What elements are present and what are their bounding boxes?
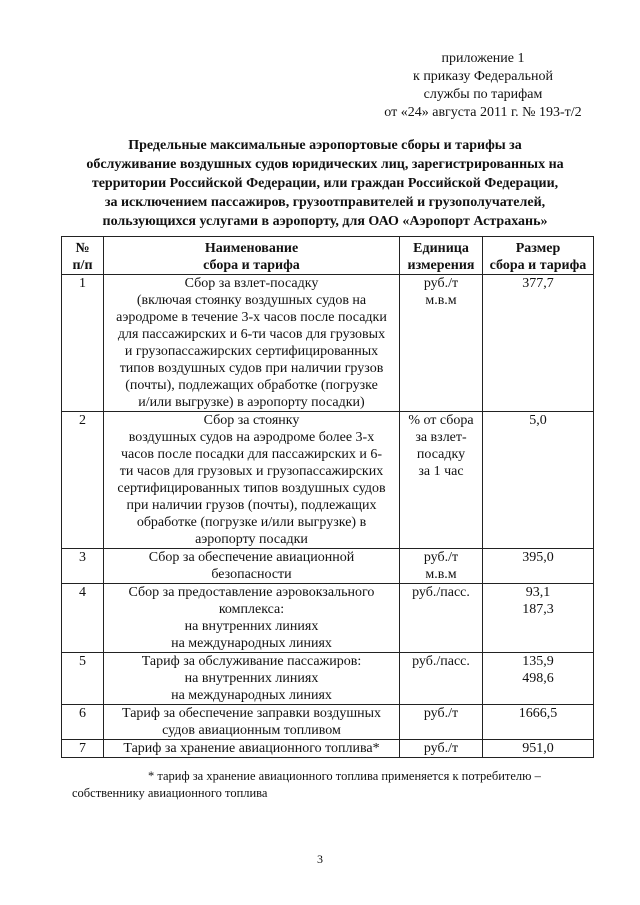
header-unit [400, 237, 483, 275]
title-line: обслуживание воздушных судов юридических лиц, зарегистрированных на [86, 157, 564, 172]
unit-line: руб./т [423, 276, 459, 291]
row-size [483, 549, 594, 584]
row-size [483, 584, 594, 653]
title-line: пользующихся услугами в аэропорту, для ОАО «Аэропорт Астрахань» [102, 214, 548, 229]
row-name [104, 584, 400, 653]
name-line: безопасности [211, 567, 292, 582]
row-number: 3 [62, 549, 104, 584]
appendix-header [348, 50, 618, 122]
name-line: на внутренних линиях [184, 619, 319, 634]
row-number: 2 [62, 412, 104, 549]
table-row [62, 584, 594, 653]
size-value: 5,0 [529, 413, 547, 428]
table-row [62, 705, 594, 740]
unit-line: руб./т [423, 706, 459, 721]
appendix-line: к приказу Федеральной [413, 69, 553, 84]
table-row [62, 412, 594, 549]
name-line: на международных линиях [171, 688, 332, 703]
unit-line: посадку [416, 447, 466, 462]
name-line: (почты), подлежащих обработке (погрузке [125, 378, 378, 393]
row-name [104, 275, 400, 412]
name-line: аэропорту посадки [195, 532, 308, 547]
name-line: на международных линиях [171, 636, 332, 651]
header-text: сбора и тарифа [203, 257, 300, 273]
unit-line: за 1 час [418, 464, 464, 479]
footnote-line: * тариф за хранение авиационного топлива применяется к потребителю – [148, 769, 541, 783]
row-number: 7 [62, 740, 104, 758]
header-text: № [75, 240, 90, 256]
row-number: 1 [62, 275, 104, 412]
name-line: обработке (погрузке и/или выгрузке) в [136, 515, 367, 530]
row-unit [400, 549, 483, 584]
size-value: 377,7 [522, 276, 554, 291]
table-row [62, 549, 594, 584]
name-line: типов воздушных судов при наличии грузов [119, 361, 384, 376]
row-unit [400, 584, 483, 653]
row-name [104, 412, 400, 549]
header-text: п/п [72, 257, 93, 273]
unit-line: м.в.м [425, 293, 457, 308]
appendix-line: службы по тарифам [423, 87, 543, 102]
name-line: судов авиационным топливом [162, 723, 341, 738]
table-row [62, 275, 594, 412]
unit-line: за взлет- [415, 430, 467, 445]
footnote-line: собственнику авиационного топлива [72, 786, 268, 800]
name-line: сертифицированных типов воздушных судов [117, 481, 386, 496]
name-line: (включая стоянку воздушных судов на [136, 293, 367, 308]
row-unit [400, 740, 483, 758]
name-line: Тариф за хранение авиационного топлива* [123, 741, 380, 756]
row-size [483, 653, 594, 705]
row-size [483, 412, 594, 549]
row-size [483, 275, 594, 412]
size-value: 135,9 [522, 654, 554, 669]
name-line: и грузопассажирских сертифицированных [124, 344, 379, 359]
row-unit [400, 653, 483, 705]
header-text: измерения [407, 257, 475, 273]
row-size [483, 705, 594, 740]
name-line: Сбор за обеспечение авиационной [148, 550, 355, 565]
size-value: 187,3 [522, 602, 554, 617]
header-text: Единица [413, 240, 469, 256]
row-unit [400, 275, 483, 412]
header-text: сбора и тарифа [489, 257, 587, 273]
unit-line: руб./т [423, 741, 459, 756]
name-line: при наличии грузов (почты), подлежащих [126, 498, 377, 513]
name-line: аэродроме в течение 3-х часов после посадки [116, 310, 387, 325]
row-name [104, 705, 400, 740]
size-value: 93,1 [525, 585, 551, 600]
header-num [62, 237, 104, 275]
name-line: Сбор за взлет-посадку [184, 276, 319, 291]
table-row [62, 740, 594, 758]
name-line: Сбор за стоянку [203, 413, 300, 428]
table-header-row [62, 237, 594, 275]
row-unit [400, 705, 483, 740]
row-number: 5 [62, 653, 104, 705]
row-number: 4 [62, 584, 104, 653]
appendix-line: от «24» августа 2011 г. № 193-т/2 [384, 105, 582, 120]
row-number: 6 [62, 705, 104, 740]
size-value: 395,0 [522, 550, 554, 565]
name-line: часов после посадки для пассажирских и 6- [120, 447, 383, 462]
row-unit [400, 412, 483, 549]
unit-line: м.в.м [425, 567, 457, 582]
header-name [104, 237, 400, 275]
title-line: за исключением пассажиров, грузоотправителей и грузополучателей, [104, 195, 546, 210]
name-line: на внутренних линиях [184, 671, 319, 686]
title-line: Предельные максимальные аэропортовые сборы и тарифы за [128, 138, 522, 153]
unit-line: руб./пасс. [412, 585, 470, 600]
unit-line: руб./т [423, 550, 459, 565]
row-name [104, 740, 400, 758]
title-line: территории Российской Федерации, или граждан Российской Федерации, [91, 176, 559, 191]
name-line: Сбор за предоставление аэровокзального [128, 585, 375, 600]
size-value: 1666,5 [518, 706, 558, 721]
row-size [483, 740, 594, 758]
name-line: ти часов для грузовых и грузопассажирских [119, 464, 384, 479]
tariffs-table [61, 236, 594, 758]
name-line: и/или выгрузке) в аэропорту посадки) [138, 395, 365, 410]
name-line: комплекса: [218, 602, 285, 617]
size-value: 951,0 [522, 741, 554, 756]
page-number: 3 [317, 852, 323, 866]
table-row [62, 653, 594, 705]
header-text: Размер [515, 240, 561, 256]
header-text: Наименование [204, 240, 299, 256]
size-value: 498,6 [522, 671, 554, 686]
row-name [104, 653, 400, 705]
header-size [483, 237, 594, 275]
footnote [72, 768, 612, 802]
name-line: Тариф за обслуживание пассажиров: [141, 654, 362, 669]
document-title [40, 136, 610, 231]
unit-line: % от сбора [408, 413, 474, 428]
unit-line: руб./пасс. [412, 654, 470, 669]
name-line: для пассажирских и 6-ти часов для грузовых [117, 327, 386, 342]
name-line: Тариф за обеспечение заправки воздушных [121, 706, 381, 721]
appendix-line: приложение 1 [441, 51, 525, 66]
name-line: воздушных судов на аэродроме более 3-х [128, 430, 375, 445]
row-name [104, 549, 400, 584]
